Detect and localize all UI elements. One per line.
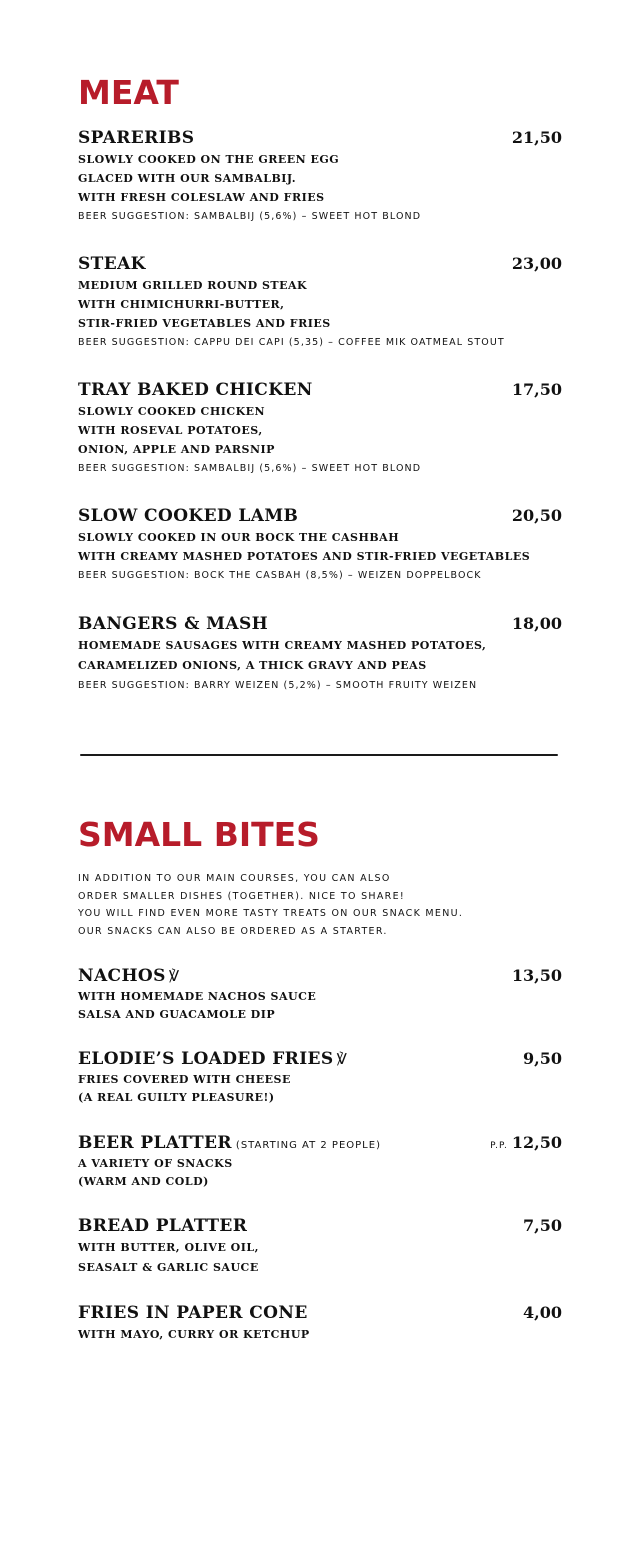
menu-item-bread-platter <box>78 1216 562 1278</box>
item-name: BANGERS & MASH <box>78 614 269 634</box>
menu-item-bangers-and-mash <box>78 614 562 695</box>
item-price: 7,50 <box>523 1216 562 1235</box>
intro-line: ORDER SMALLER DISHES (TOGETHER). NICE TO SHARE! <box>78 890 405 902</box>
item-name: BEER PLATTER <box>78 1133 232 1153</box>
item-name: TRAY BAKED CHICKEN <box>78 380 313 400</box>
item-description-line: WITH HOMEMADE NACHOS SAUCE <box>78 990 317 1003</box>
beer-suggestion: BEER SUGGESTION: SAMBALBIJ (5,6%) – SWEET HOT BLOND <box>78 463 422 474</box>
menu-item-nachos <box>78 966 562 1024</box>
item-description-line: HOMEMADE SAUSAGES WITH CREAMY MASHED POTATOES, <box>78 639 487 652</box>
item-description-line: SEASALT & GARLIC SAUCE <box>78 1261 259 1274</box>
item-description-line: MEDIUM GRILLED ROUND STEAK <box>78 279 308 292</box>
item-price: 23,00 <box>511 254 562 273</box>
item-description-line: SALSA AND GUACAMOLE DIP <box>78 1008 276 1021</box>
item-description-line: (WARM AND COLD) <box>78 1175 209 1188</box>
item-price: 18,00 <box>511 614 562 633</box>
item-price: 4,00 <box>523 1303 562 1322</box>
item-description-line: WITH BUTTER, OLIVE OIL, <box>78 1241 259 1254</box>
beer-suggestion: BEER SUGGESTION: BOCK THE CASBAH (8,5%) – WEIZEN DOPPELBOCK <box>78 570 482 581</box>
vegetarian-icon: ℣ <box>336 1050 347 1068</box>
item-description-line: WITH FRESH COLESLAW AND FRIES <box>78 191 325 204</box>
item-description-line: WITH MAYO, CURRY OR KETCHUP <box>78 1328 310 1341</box>
item-price: 21,50 <box>511 128 562 147</box>
item-name: NACHOS <box>78 966 166 986</box>
menu-item-slow-cooked-lamb <box>78 506 562 585</box>
intro-line: IN ADDITION TO OUR MAIN COURSES, YOU CAN ALSO <box>78 873 391 884</box>
item-description-line: SLOWLY COOKED ON THE GREEN EGG <box>78 153 340 166</box>
item-price: 13,50 <box>511 966 562 985</box>
price-value: 12,50 <box>511 1133 562 1152</box>
beer-suggestion: BEER SUGGESTION: CAPPU DEI CAPI (5,35) – COFFEE MIK OATMEAL STOUT <box>78 337 505 348</box>
item-price <box>490 1133 562 1152</box>
menu-item-tray-baked-chicken <box>78 380 562 478</box>
item-description-line: WITH CREAMY MASHED POTATOES AND STIR-FRIED VEGETABLES <box>78 550 531 563</box>
vegetarian-icon: ℣ <box>168 967 180 985</box>
item-description-line: STIR-FRIED VEGETABLES AND FRIES <box>78 317 331 330</box>
item-description-line: WITH ROSEVAL POTATOES, <box>78 424 263 437</box>
item-note: (STARTING AT 2 PEOPLE) <box>235 1140 381 1151</box>
section-divider <box>80 754 558 756</box>
price-prefix: P.P. <box>490 1141 508 1151</box>
item-description-line: SLOWLY COOKED IN OUR BOCK THE CASHBAH <box>78 531 400 544</box>
item-description-line: ONION, APPLE AND PARSNIP <box>78 443 275 456</box>
menu-item-spareribs <box>78 128 562 226</box>
intro-line: OUR SNACKS CAN ALSO BE ORDERED AS A STARTER. <box>78 926 388 938</box>
item-name: BREAD PLATTER <box>78 1216 248 1236</box>
item-description-line: SLOWLY COOKED CHICKEN <box>78 405 266 418</box>
menu-item-beer-platter <box>78 1133 562 1191</box>
item-name: FRIES IN PAPER CONE <box>78 1303 308 1323</box>
intro-line: YOU WILL FIND EVEN MORE TASTY TREATS ON OUR SNACK MENU. <box>78 908 464 920</box>
item-description-line: CARAMELIZED ONIONS, A THICK GRAVY AND PEAS <box>78 659 427 672</box>
item-description-line: FRIES COVERED WITH CHEESE <box>78 1073 291 1086</box>
meat-section-title: MEAT <box>78 73 179 112</box>
menu-item-fries-in-paper-cone <box>78 1303 562 1344</box>
item-description-line: GLACED WITH OUR SAMBALBIJ. <box>78 172 297 185</box>
item-name: SLOW COOKED LAMB <box>78 506 299 526</box>
small-bites-section-title: SMALL BITES <box>78 815 320 854</box>
beer-suggestion: BEER SUGGESTION: SAMBALBIJ (5,6%) – SWEET HOT BLOND <box>78 211 422 222</box>
menu-item-steak <box>78 254 562 352</box>
item-price: 9,50 <box>523 1049 562 1068</box>
small-bites-intro <box>78 870 463 941</box>
item-name: SPARERIBS <box>78 128 195 148</box>
item-description-line: (A REAL GUILTY PLEASURE!) <box>78 1091 275 1104</box>
item-name: STEAK <box>78 254 146 274</box>
item-name: ELODIE’S LOADED FRIES <box>78 1049 334 1069</box>
beer-suggestion: BEER SUGGESTION: BARRY WEIZEN (5,2%) – SMOOTH FRUITY WEIZEN <box>78 680 478 691</box>
item-price: 17,50 <box>511 380 562 399</box>
item-description-line: A VARIETY OF SNACKS <box>78 1157 233 1170</box>
item-description-line: WITH CHIMICHURRI-BUTTER, <box>78 298 285 311</box>
menu-item-elodies-loaded-fries <box>78 1049 562 1107</box>
item-price: 20,50 <box>511 506 562 525</box>
